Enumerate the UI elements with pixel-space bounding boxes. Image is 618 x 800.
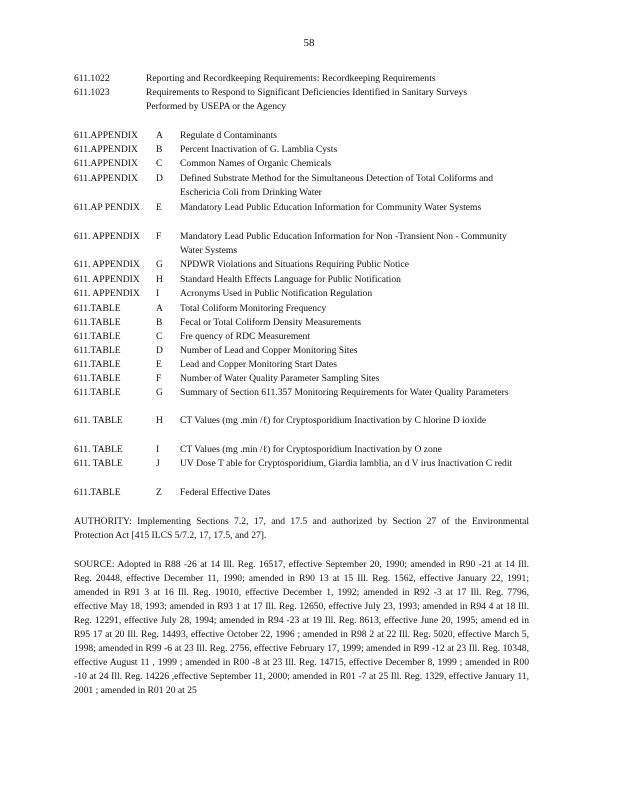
appendix-code: 611.TABLE: [74, 303, 121, 314]
appendix-desc: Percent Inactivation of G. Lamblia Cysts: [180, 144, 338, 155]
appendix-code: 611.APPENDIX: [74, 173, 138, 184]
page-number: 58: [303, 37, 315, 49]
appendix-code: 611. TABLE: [74, 444, 123, 455]
appendix-code: 611.AP PENDIX: [74, 202, 140, 213]
section-desc: Reporting and Recordkeeping Requirements: Recordkeeping Requirements: [146, 73, 436, 84]
appendix-letter: B: [156, 317, 163, 328]
appendix-desc: Common Names of Organic Chemicals: [180, 158, 332, 169]
appendix-desc: CT Values (mg .min /ℓ) for Cryptosporidium Inactivation by O zone: [180, 444, 442, 455]
appendix-desc: CT Values (mg .min /ℓ) for Cryptosporidium Inactivation by C hlorine D ioxide: [180, 415, 487, 426]
appendix-row: [74, 129, 180, 143]
appendix-letter: D: [156, 173, 163, 184]
source-note: SOURCE: Adopted in R88 -26 at 14 Ill. Reg. 16517, effective September 20, 1990; amended in R90 -21 at 14 Ill. Reg. 20448, effective December 11, 1990; amended in R90 13 at 15 Ill. Reg. 1562, effective January 22, 1991; amended in R91 3 at 16 Ill. Reg. 19010, effective December 1, 1992; amended in R92 -3 at 17 Ill. Reg. 7796, effective May 18, 1993; amended in R93 1 at 17 Ill. Reg. 12650, effective July 23, 1993; amended in R94 4 at 18 Ill. Reg. 12291, effective July 28, 1994; amended in R94 -23 at 19 Ill. Reg. 8613, effective June 20, 1995; amend ed in R95 17 at 20 Ill. Reg. 14493, effective October 22, 1996 ; amended in R98 2 at 22 Ill. Reg. 5020, effective March 5, 1998; amended in R99 -6 at 23 Ill. Reg. 2756, effective February 17, 1999; amended in R99 -12 at 23 Ill. Reg. 10348, effective August 11 , 1999 ; amended in R00 -8 at 23 Ill. Reg. 14715, effective December 8, 1999 ; amended in R00 -10 at 24 Ill. Reg. 14226 ,effective September 11, 2000; amended in R01 -7 at 25 Ill. Reg. 1329, effective January 11, 2001 ; amended in R01 20 at 25: [74, 559, 529, 696]
appendix-row: [74, 302, 180, 316]
appendix-letter: H: [156, 415, 163, 426]
appendix-letter: F: [156, 373, 162, 384]
appendix-row: [74, 414, 180, 428]
appendix-row: [74, 258, 180, 272]
appendix-code: 611.TABLE: [74, 359, 121, 370]
appendix-letter: I: [156, 444, 160, 455]
appendix-letter: B: [156, 144, 163, 155]
appendix-code: 611. APPENDIX: [74, 274, 140, 285]
appendix-letter: A: [156, 303, 163, 314]
appendix-row: [74, 386, 180, 400]
appendix-code: 611.TABLE: [74, 373, 121, 384]
appendix-letter: Z: [156, 487, 162, 498]
appendix-letter: C: [156, 158, 163, 169]
appendix-desc: Regulate d Contaminants: [180, 130, 277, 141]
appendix-row: [74, 230, 180, 244]
appendix-desc: Lead and Copper Monitoring Start Dates: [180, 359, 337, 370]
appendix-row: [74, 486, 180, 500]
appendix-desc: UV Dose T able for Cryptosporidium, Giardia lamblia, an d V irus Inactivation C redit: [180, 458, 513, 469]
appendix-row: [74, 273, 180, 287]
appendix-desc: NPDWR Violations and Situations Requiring Public Notice: [180, 259, 409, 270]
appendix-letter: D: [156, 345, 163, 356]
appendix-desc: Defined Substrate Method for the Simultaneous Detection of Total Coliforms and Eschericia Coli from Drinking Water: [180, 173, 494, 198]
appendix-row: [74, 457, 180, 471]
section-code: 611.1023: [74, 87, 110, 98]
appendix-code: 611.TABLE: [74, 387, 121, 398]
appendix-code: 611.TABLE: [74, 487, 121, 498]
appendix-letter: E: [156, 202, 162, 213]
appendix-desc: Number of Lead and Copper Monitoring Sites: [180, 345, 358, 356]
appendix-desc: Fecal or Total Coliform Density Measurements: [180, 317, 362, 328]
appendix-code: 611. APPENDIX: [74, 259, 140, 270]
appendix-row: [74, 157, 180, 171]
appendix-row: [74, 443, 180, 457]
appendix-row: [74, 372, 180, 386]
appendix-row: [74, 330, 180, 344]
appendix-desc: Standard Health Effects Language for Public Notification: [180, 274, 401, 285]
appendix-letter: A: [156, 130, 163, 141]
appendix-letter: I: [156, 288, 160, 299]
appendix-desc: Federal Effective Dates: [180, 487, 271, 498]
section-code: 611.1022: [74, 73, 110, 84]
appendix-desc: Total Coliform Monitoring Frequency: [180, 303, 327, 314]
appendix-code: 611.TABLE: [74, 331, 121, 342]
section-row: [74, 72, 156, 86]
appendix-row: [74, 172, 180, 186]
appendix-desc: Mandatory Lead Public Education Information for Community Water Systems: [180, 202, 482, 213]
appendix-row: [74, 358, 180, 372]
appendix-desc: Summary of Section 611.357 Monitoring Requirements for Water Quality Parameters: [180, 387, 509, 398]
appendix-row: [74, 344, 180, 358]
appendix-letter: F: [156, 231, 162, 242]
authority-note: AUTHORITY: Implementing Sections 7.2, 17, and 17.5 and authorized by Section 27 of the Environmental Protection Act [415 ILCS 5/7.2, 17, 17.5, and 27].: [74, 516, 529, 541]
appendix-letter: G: [156, 387, 163, 398]
appendix-code: 611. APPENDIX: [74, 288, 140, 299]
appendix-letter: G: [156, 259, 163, 270]
appendix-code: 611.APPENDIX: [74, 130, 138, 141]
appendix-code: 611.TABLE: [74, 345, 121, 356]
appendix-row: [74, 201, 180, 215]
appendix-code: 611.TABLE: [74, 317, 121, 328]
appendix-desc: Acronyms Used in Public Notification Regulation: [180, 288, 373, 299]
appendix-letter: H: [156, 274, 163, 285]
appendix-code: 611. TABLE: [74, 415, 123, 426]
appendix-desc: Fre quency of RDC Measurement: [180, 331, 311, 342]
appendix-row: [74, 316, 180, 330]
appendix-row: [74, 287, 180, 301]
appendix-code: 611. APPENDIX: [74, 231, 140, 242]
appendix-code: 611.APPENDIX: [74, 144, 138, 155]
appendix-letter: E: [156, 359, 162, 370]
appendix-row: [74, 143, 180, 157]
appendix-desc: Number of Water Quality Parameter Sampling Sites: [180, 373, 380, 384]
appendix-letter: C: [156, 331, 163, 342]
section-row: [74, 86, 156, 100]
appendix-code: 611. TABLE: [74, 458, 123, 469]
appendix-desc: Mandatory Lead Public Education Information for Non -Transient Non - Community Water Systems: [180, 231, 507, 256]
appendix-code: 611.APPENDIX: [74, 158, 138, 169]
section-desc: Requirements to Respond to Significant Deficiencies Identified in Sanitary Surveys Performed by USEPA or the Agency: [146, 87, 468, 112]
appendix-letter: J: [156, 458, 160, 469]
